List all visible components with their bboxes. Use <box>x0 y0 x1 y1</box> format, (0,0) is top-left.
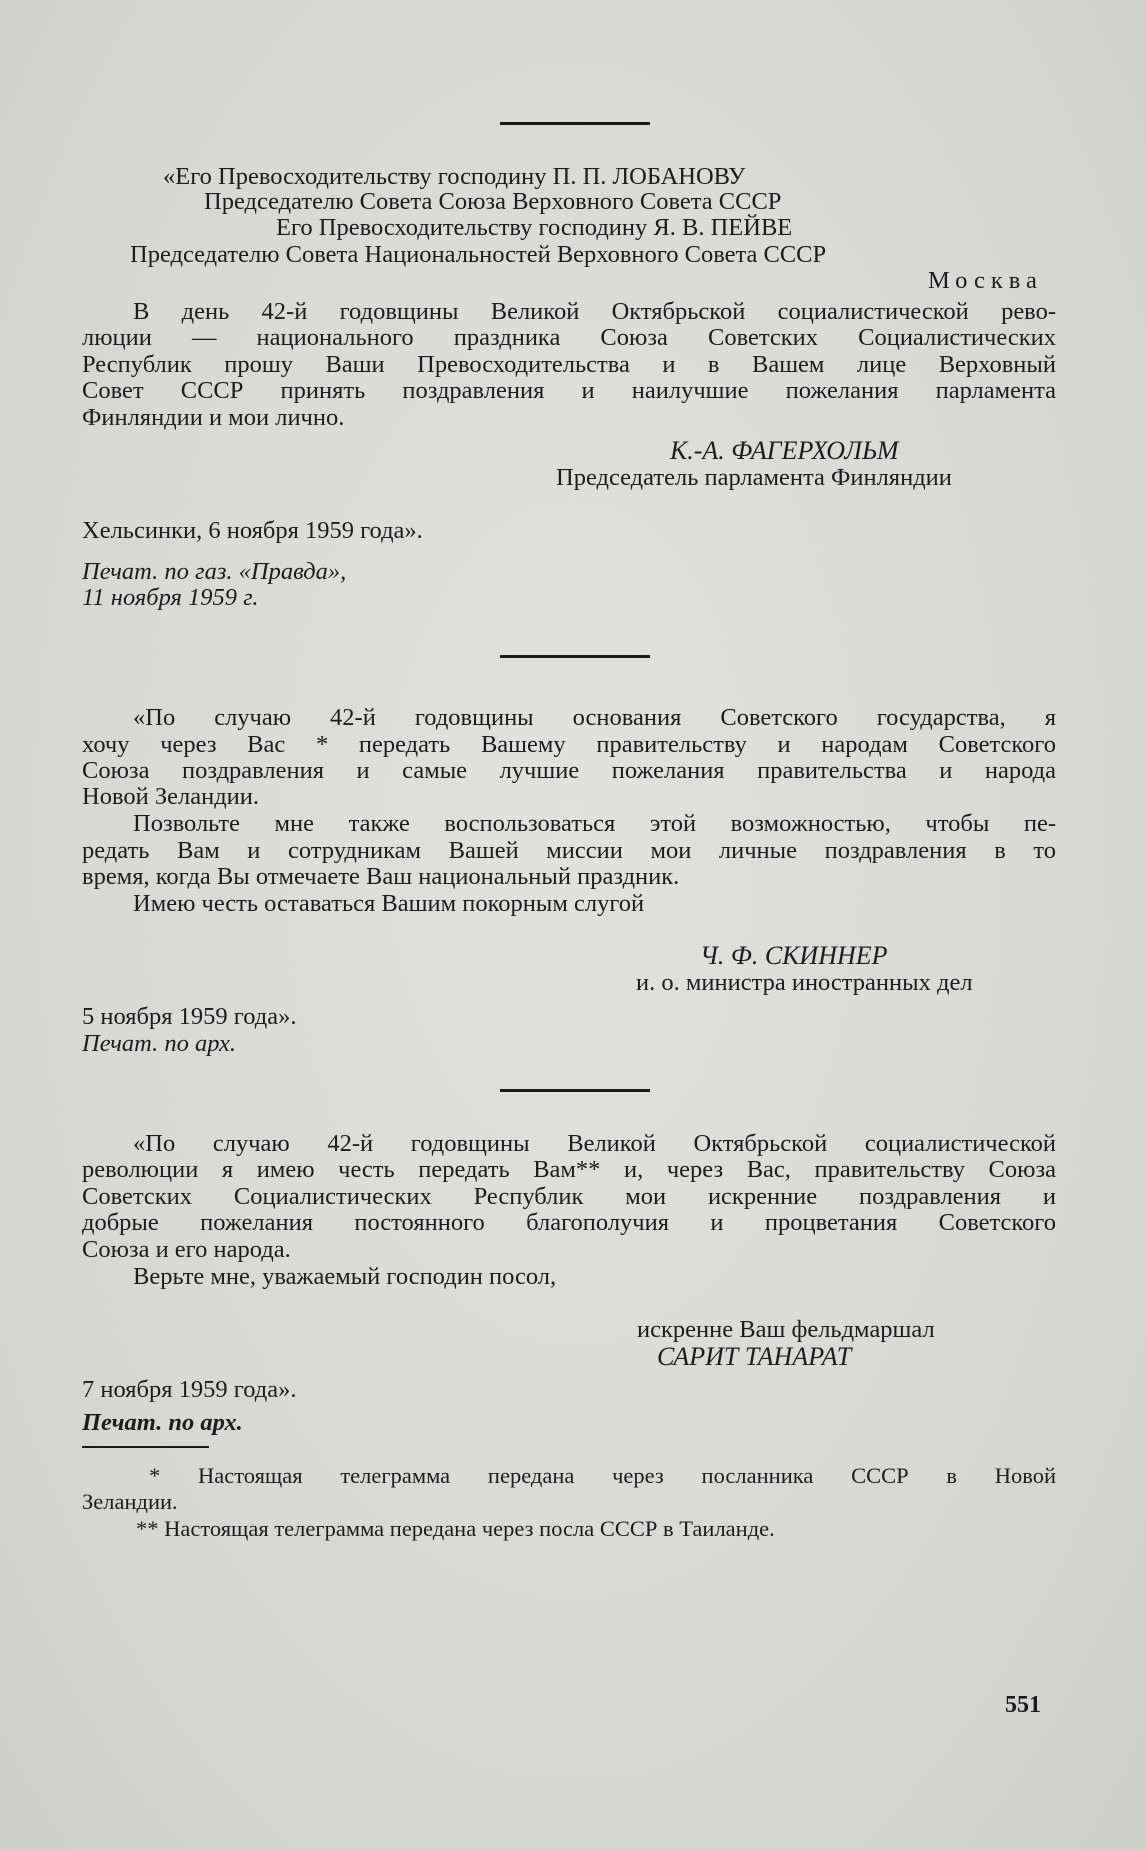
source-note: Печат. по арх. <box>82 1030 237 1057</box>
body-line: люции — национального праздника Союза Советских Социалистических <box>82 324 1056 351</box>
separator-rule <box>500 122 650 125</box>
separator-rule <box>500 1089 650 1092</box>
signer-name: САРИТ ТАНАРАТ <box>657 1342 852 1371</box>
closing-line: Имею честь оставаться Вашим покорным слугой <box>133 890 645 917</box>
body-line: Финляндии и мои лично. <box>82 404 345 431</box>
separator-rule <box>500 655 650 658</box>
signer-title: и. о. министра иностранных дел <box>636 969 973 996</box>
place-date: Хельсинки, 6 ноября 1959 года». <box>82 517 423 544</box>
closing-line: Верьте мне, уважаемый господин посол, <box>133 1263 557 1290</box>
body-line: Союза поздравления и самые лучшие пожелания правительства и народа <box>82 757 1056 784</box>
body-line: Советских Социалистических Республик мои искренние поздравления и <box>82 1183 1056 1210</box>
footnote-rule <box>82 1446 209 1448</box>
closing-line: искренне Ваш фельдмаршал <box>637 1316 935 1343</box>
body-line: революции я имею честь передать Вам** и, через Вас, правительству Союза <box>82 1156 1056 1183</box>
body-line: Республик прошу Ваши Превосходительства и в Вашем лице Верховный <box>82 351 1056 378</box>
footnote: ** Настоящая телеграмма передана через посла СССР в Таиланде. <box>136 1516 775 1541</box>
footnote: Зеландии. <box>82 1489 178 1514</box>
date-line: 7 ноября 1959 года». <box>82 1376 297 1403</box>
address-line: Председателю Совета Союза Верховного Совета СССР <box>204 188 782 215</box>
source-note: 11 ноября 1959 г. <box>82 584 259 611</box>
date-line: 5 ноября 1959 года». <box>82 1003 297 1030</box>
body-line: Союза и его народа. <box>82 1236 291 1263</box>
source-note: Печат. по арх. <box>82 1409 243 1436</box>
body-line: Совет СССР принять поздравления и наилучшие пожелания парламента <box>82 377 1056 404</box>
signer-name: К.-А. ФАГЕРХОЛЬМ <box>670 436 899 465</box>
address-line: Председателю Совета Национальностей Верховного Совета СССР <box>130 241 827 268</box>
body-line: В день 42-й годовщины Великой Октябрьской социалистической рево- <box>133 298 1056 325</box>
footnote: * Настоящая телеграмма передана через посланника СССР в Новой <box>149 1463 1056 1488</box>
body-line: хочу через Вас * передать Вашему правительству и народам Советского <box>82 731 1056 758</box>
address-city: Москва <box>928 267 1043 294</box>
signer-title: Председатель парламента Финляндии <box>556 464 952 491</box>
body-line: время, когда Вы отмечаете Ваш национальный праздник. <box>82 863 680 890</box>
body-line: добрые пожелания постоянного благополучия и процветания Советского <box>82 1209 1056 1236</box>
body-line: Позвольте мне также воспользоваться этой возможностью, чтобы пе- <box>133 810 1056 837</box>
body-line: «По случаю 42-й годовщины Великой Октябрьской социалистической <box>133 1130 1056 1157</box>
body-line: редать Вам и сотрудникам Вашей миссии мои личные поздравления в то <box>82 837 1056 864</box>
source-note: Печат. по газ. «Правда», <box>82 558 347 585</box>
address-line: «Его Превосходительству господину П. П. ЛОБАНОВУ <box>163 163 746 190</box>
body-line: «По случаю 42-й годовщины основания Советского государства, я <box>133 704 1056 731</box>
address-line: Его Превосходительству господину Я. В. ПЕЙВЕ <box>276 214 793 241</box>
page-number: 551 <box>1005 1692 1041 1718</box>
signer-name: Ч. Ф. СКИННЕР <box>700 941 888 970</box>
body-line: Новой Зеландии. <box>82 783 260 810</box>
